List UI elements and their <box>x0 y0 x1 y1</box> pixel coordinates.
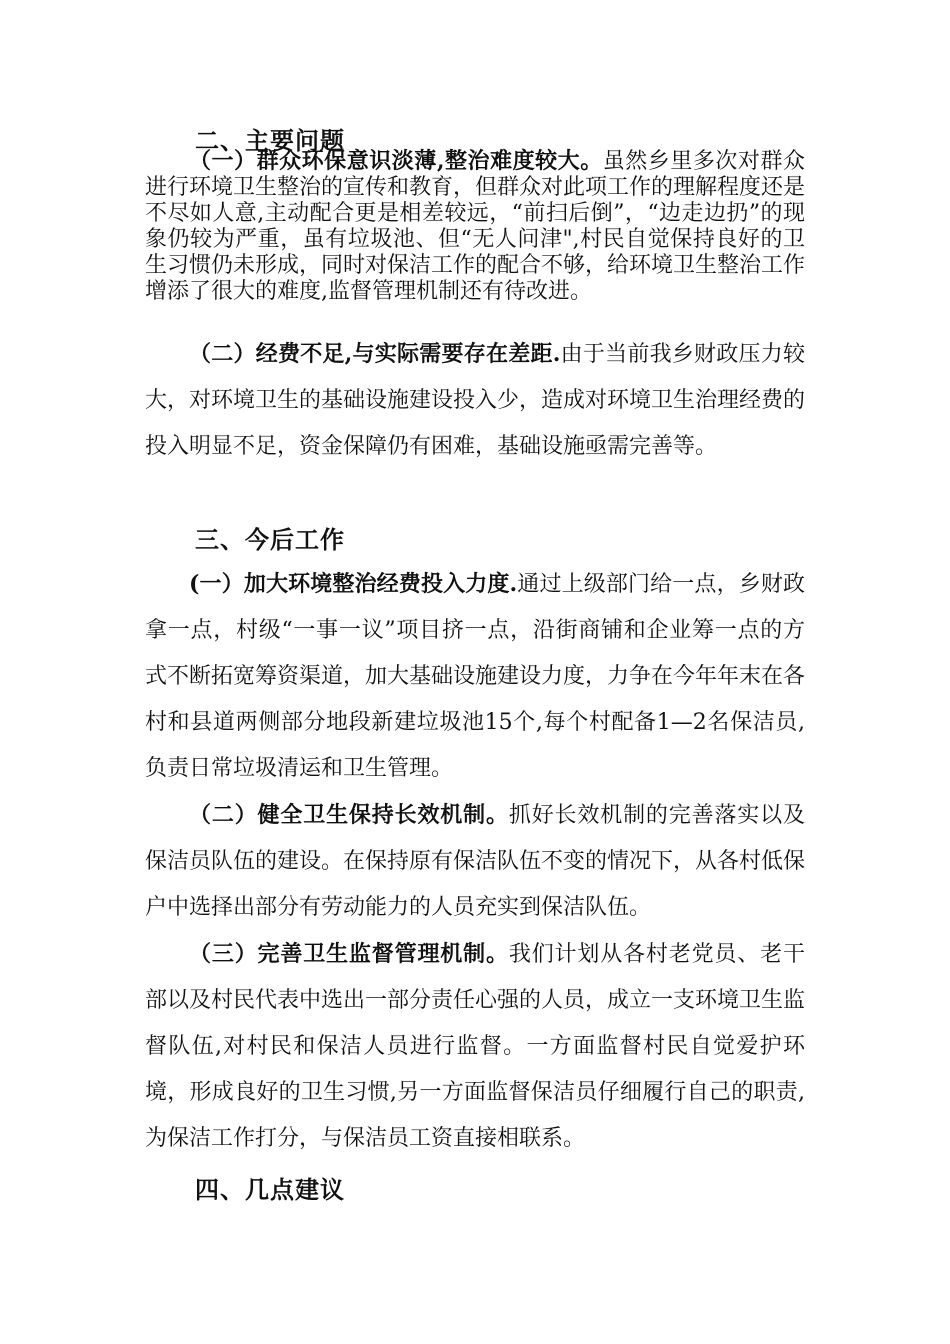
paragraph-body: 虽然乡里多次对群众进行环境卫生整治的宣传和教育，但群众对此项工作的理解程度还是不尽如人意,主动配合更是相差较远，“前扫后倒”，“边走边扔”的现象仍较为严重，虽有垃圾池、但“无人问津",村民自觉保持良好的卫生习惯仍未形成，同时对保洁工作的配合不够，给环境卫生整治工作增添了很大的难度,监督管理机制还有待改进。 <box>145 149 806 304</box>
paragraph-lead: （二）经费不足,与实际需要存在差距. <box>189 341 561 367</box>
paragraph-lead: （一）群众环保意识淡薄,整治难度较大。 <box>189 148 603 174</box>
section-heading-suggestions: 四、几点建议 <box>195 1175 345 1204</box>
paragraph-lead: （二）健全卫生保持长效机制。 <box>189 802 509 828</box>
paragraph-body: 我们计划从各村老党员、老干部以及村民代表中选出一部分责任心强的人员，成立一支环境卫生监督队伍,对村民和保洁人员进行监督。一方面监督村民自觉爱护环境，形成良好的卫生习惯,另一方面监督保洁员仔细履行自己的职责,为保洁工作打分，与保洁员工资直接相联系。 <box>145 942 806 1151</box>
paragraph-lead: (一）加大环境整治经费投入力度. <box>189 571 518 597</box>
paragraph-body: 通过上级部门给一点，乡财政拿一点，村级“一事一议”项目挤一点，沿街商铺和企业筹一点的方式不断拓宽筹资渠道，加大基础设施建设力度，力争在今年年末在各村和县道两侧部分地段新建垃圾池15个,每个村配备1—2名保洁员,负责日常垃圾清运和卫生管理。 <box>145 572 806 781</box>
paragraph-problem-1 <box>145 148 805 305</box>
paragraph-lead: （三）完善卫生监督管理机制。 <box>189 941 509 967</box>
paragraph-work-2 <box>145 792 805 931</box>
paragraph-work-1 <box>145 561 805 792</box>
paragraph-problem-2 <box>145 331 805 470</box>
paragraph-work-3 <box>145 931 805 1162</box>
paragraph-body: 由于当前我乡财政压力较大，对环境卫生的基础设施建设投入少，造成对环境卫生治理经费的投入明显不足，资金保障仍有困难，基础设施亟需完善等。 <box>145 342 806 459</box>
section-heading-future-work: 三、今后工作 <box>195 525 345 554</box>
paragraph-body: 抓好长效机制的完善落实以及保洁员队伍的建设。在保持原有保洁队伍不变的情况下，从各村低保户中选择出部分有劳动能力的人员充实到保洁队伍。 <box>145 803 806 920</box>
section-heading-main-problems: 二、主要问题 <box>195 126 345 155</box>
